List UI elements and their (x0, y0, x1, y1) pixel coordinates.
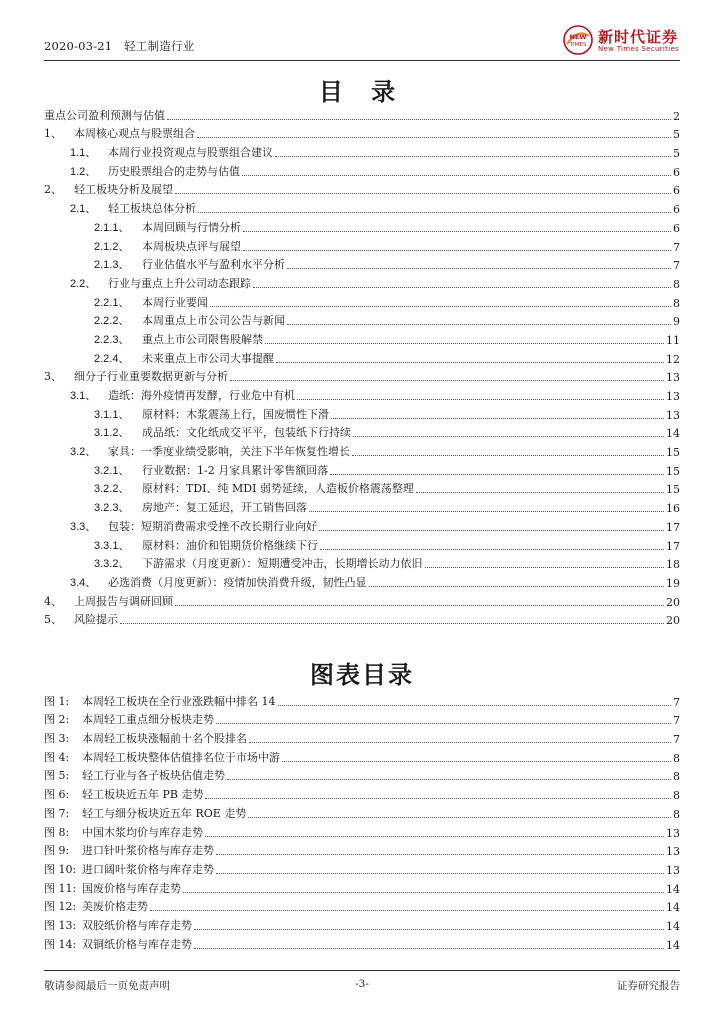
toc-entry[interactable] (44, 403, 680, 422)
entry-number: 图 2: (44, 713, 70, 727)
dot-leader (353, 436, 664, 437)
dot-leader (167, 119, 671, 120)
entry-page: 17 (666, 520, 680, 534)
figure-entry[interactable] (44, 858, 680, 877)
header-meta (44, 38, 202, 54)
entry-page: 8 (673, 789, 680, 803)
figure-list (44, 690, 680, 952)
entry-page: 7 (673, 733, 680, 747)
dot-leader (309, 511, 664, 512)
dot-leader (216, 723, 671, 724)
dot-leader (249, 742, 671, 743)
dot-leader (297, 399, 664, 400)
entry-number: 图 7: (44, 806, 70, 820)
figure-entry[interactable] (44, 746, 680, 765)
entry-number: 1.1、 (70, 147, 97, 160)
figure-entry[interactable] (44, 877, 680, 896)
toc-entry[interactable] (44, 496, 680, 515)
entry-title: 原材料：油价和铝期货价格继续下行 (142, 538, 318, 552)
entry-number: 3.2.1、 (94, 464, 130, 477)
entry-page: 5 (673, 147, 680, 161)
entry-page: 7 (673, 240, 680, 254)
entry-page: 12 (666, 352, 680, 366)
entry-title: 美废价格走势 (82, 900, 148, 914)
figure-list-title: 图表目录 (310, 660, 414, 689)
entry-number: 5、 (44, 613, 62, 627)
dot-leader (194, 948, 664, 949)
entry-title: 本周核心观点与股票组合 (74, 127, 195, 141)
entry-title: 行业与重点上升公司动态跟踪 (108, 276, 251, 290)
figure-entry[interactable] (44, 840, 680, 859)
toc-entry[interactable] (44, 197, 680, 216)
entry-number: 图 11: (44, 881, 77, 895)
figure-entry[interactable] (44, 690, 680, 709)
entry-number: 2.2.2、 (94, 315, 130, 328)
entry-title: 轻工板块分析及展望 (74, 183, 173, 197)
toc-entry[interactable] (44, 216, 680, 235)
dot-leader (194, 929, 664, 930)
toc-entry[interactable] (44, 366, 680, 385)
dot-leader (425, 567, 665, 568)
toc-entry[interactable] (44, 254, 680, 273)
dot-leader (120, 623, 664, 624)
entry-title: 本周轻工板块在全行业涨跌幅中排名 14 (82, 694, 276, 708)
entry-number: 图 8: (44, 825, 70, 839)
toc-entry[interactable] (44, 609, 680, 628)
entry-page: 19 (666, 576, 680, 590)
entry-page: 8 (673, 770, 680, 784)
entry-number: 图 14: (44, 937, 77, 951)
entry-title: 家具：一季度业绩受影响，关注下半年恢复性增长 (108, 445, 350, 459)
entry-page: 14 (666, 901, 680, 915)
dot-leader (287, 268, 671, 269)
header-divider (44, 60, 680, 61)
dot-leader (352, 455, 664, 456)
entry-title: 房地产：复工延迟，开工销售回落 (142, 501, 307, 515)
dot-leader (197, 137, 671, 138)
report-date: 2020-03-21 (44, 39, 113, 53)
entry-number: 图 1: (44, 694, 70, 708)
entry-page: 7 (673, 714, 680, 728)
entry-page: 16 (666, 502, 680, 516)
entry-title: 中国木浆均价与库存走势 (82, 825, 203, 839)
svg-text:NEW: NEW (569, 33, 587, 41)
entry-page: 14 (666, 919, 680, 933)
entry-title: 上周报告与调研回顾 (74, 594, 173, 608)
entry-title: 轻工板块近五年 PB 走势 (82, 788, 204, 802)
toc-entry[interactable] (44, 422, 680, 441)
entry-number: 2、 (44, 183, 62, 197)
dot-leader (369, 586, 665, 587)
entry-number: 3.1.1、 (94, 408, 130, 421)
entry-title: 国废价格与库存走势 (82, 881, 181, 895)
figure-entry[interactable] (44, 914, 680, 933)
entry-number: 图 13: (44, 918, 77, 932)
entry-title: 本周重点上市公司公告与新闻 (142, 314, 285, 328)
entry-title: 本周轻工重点细分板块走势 (82, 713, 214, 727)
toc-entry[interactable] (44, 478, 680, 497)
entry-number: 3.1、 (70, 390, 97, 402)
dot-leader (275, 156, 671, 157)
industry-name: 轻工制造行业 (124, 39, 195, 53)
entry-title: 下游需求（月度更新）：短期遭受冲击，长期增长动力依旧 (142, 557, 423, 571)
dot-leader (282, 761, 671, 762)
figure-entry[interactable] (44, 821, 680, 840)
entry-page: 17 (666, 539, 680, 553)
entry-page: 13 (666, 845, 680, 859)
entry-title: 本周回顾与行情分析 (142, 220, 241, 234)
dot-leader (242, 175, 671, 176)
entry-number: 1、 (44, 127, 62, 141)
entry-page: 6 (673, 203, 680, 217)
dot-leader (216, 854, 664, 855)
figure-entry[interactable] (44, 933, 680, 952)
entry-title: 未来重点上市公司大事提醒 (142, 351, 274, 365)
entry-title: 双铜纸价格与库存走势 (82, 937, 192, 951)
report-type: 证券研究报告 (617, 980, 680, 992)
entry-title: 重点上市公司限售股解禁 (142, 332, 263, 346)
logo-english-name: New Times Securities (598, 45, 679, 53)
entry-page: 8 (673, 296, 680, 310)
entry-page: 20 (666, 614, 680, 628)
entry-number: 4、 (44, 594, 62, 608)
entry-title: 原材料：TDI、纯 MDI 弱势延续，人造板价格震荡整理 (142, 482, 414, 496)
dot-leader (227, 779, 671, 780)
figure-entry[interactable] (44, 727, 680, 746)
entry-number: 2.2、 (70, 277, 97, 290)
entry-page: 14 (666, 427, 680, 441)
entry-number: 2.2.4、 (94, 352, 130, 365)
dot-leader (248, 817, 671, 818)
footer-disclaimer: 敬请参阅最后一页免责声明 (44, 980, 170, 992)
entry-number: 3.2.3、 (94, 502, 130, 515)
entry-title: 细分子行业重要数据更新与分析 (74, 370, 228, 384)
entry-title: 重点公司盈利预测与估值 (44, 108, 165, 122)
entry-page: 13 (666, 863, 680, 877)
dot-leader (205, 798, 671, 799)
dot-leader (183, 892, 664, 893)
entry-number: 1.2、 (70, 165, 97, 178)
entry-title: 进口阔叶浆价格与库存走势 (82, 862, 214, 876)
entry-number: 3.4、 (70, 576, 97, 589)
entry-page: 14 (666, 938, 680, 952)
dot-leader (278, 705, 672, 706)
entry-number: 3.2、 (70, 446, 97, 459)
dot-leader (416, 492, 664, 493)
toc-entry[interactable] (44, 123, 680, 142)
entry-page: 18 (666, 558, 680, 572)
figure-entry[interactable] (44, 783, 680, 802)
entry-page: 13 (666, 826, 680, 840)
toc-entry[interactable] (44, 141, 680, 160)
figure-entry[interactable] (44, 802, 680, 821)
entry-page: 9 (673, 315, 680, 329)
entry-number: 图 10: (44, 862, 77, 876)
toc-entry[interactable] (44, 160, 680, 179)
toc-entry[interactable] (44, 310, 680, 329)
dot-leader (230, 380, 664, 381)
dot-leader (320, 549, 664, 550)
entry-page: 13 (666, 371, 680, 385)
entry-page: 15 (666, 446, 680, 460)
toc-entry[interactable] (44, 104, 680, 123)
entry-number: 图 6: (44, 788, 70, 802)
entry-page: 2 (673, 109, 680, 123)
entry-number: 3.3.1、 (94, 539, 130, 552)
entry-number: 2.1.2、 (94, 240, 130, 253)
entry-page: 7 (673, 259, 680, 273)
entry-number: 2.2.1、 (94, 296, 130, 309)
entry-number: 3.1.2、 (94, 427, 130, 440)
entry-title: 本周轻工板块整体估值排名位于市场中游 (82, 750, 280, 764)
figure-entry[interactable] (44, 765, 680, 784)
entry-number: 2.1、 (70, 203, 97, 216)
svg-text:TIMES: TIMES (569, 42, 587, 48)
entry-title: 进口针叶浆价格与库存走势 (82, 844, 214, 858)
entry-page: 8 (673, 807, 680, 821)
dot-leader (287, 324, 671, 325)
entry-number: 2.1.3、 (94, 259, 130, 272)
entry-number: 2.1.1、 (94, 221, 130, 234)
entry-number: 图 4: (44, 750, 70, 764)
entry-title: 轻工与细分板块近五年 ROE 走势 (82, 806, 247, 820)
company-logo (562, 24, 680, 58)
entry-title: 原材料：木浆震荡上行，国废惯性下滑 (142, 407, 329, 421)
entry-page: 15 (666, 464, 680, 478)
toc-entry[interactable] (44, 384, 680, 403)
toc-entry[interactable] (44, 571, 680, 590)
entry-page: 8 (673, 751, 680, 765)
entry-number: 2.2.3、 (94, 333, 130, 346)
entry-page: 20 (666, 595, 680, 609)
entry-page: 8 (673, 277, 680, 291)
footer-divider (44, 970, 680, 971)
entry-number: 3.3、 (70, 520, 97, 533)
dot-leader (276, 362, 664, 363)
entry-number: 图 5: (44, 769, 70, 783)
entry-title: 行业数据：1-2 月家具累计零售额回落 (142, 463, 329, 477)
entry-page: 6 (673, 165, 680, 179)
toc-entry[interactable] (44, 347, 680, 366)
figure-entry[interactable] (44, 709, 680, 728)
entry-page: 5 (673, 128, 680, 142)
dot-leader (331, 418, 664, 419)
toc-entry[interactable] (44, 459, 680, 478)
entry-number: 图 9: (44, 844, 70, 858)
entry-page: 11 (666, 333, 680, 347)
entry-number: 图 12: (44, 900, 77, 914)
entry-title: 包装：短期消费需求受挫不改长期行业向好 (108, 519, 317, 533)
dot-leader (150, 910, 664, 911)
page-number: -3- (355, 978, 369, 990)
entry-page: 6 (673, 221, 680, 235)
entry-number: 3.3.2、 (94, 558, 130, 571)
toc-entry[interactable] (44, 440, 680, 459)
entry-title: 双胶纸价格与库存走势 (82, 918, 192, 932)
dot-leader (253, 287, 671, 288)
entry-title: 造纸：海外疫情再发酵，行业危中有机 (108, 389, 295, 402)
entry-page: 13 (666, 390, 680, 403)
toc-entry[interactable] (44, 179, 680, 198)
entry-title: 轻工行业与各子板块估值走势 (82, 769, 225, 783)
toc-title: 目 录 (318, 77, 406, 106)
entry-page: 14 (666, 882, 680, 896)
toc-entry[interactable] (44, 590, 680, 609)
dot-leader (216, 873, 664, 874)
table-of-contents (44, 104, 680, 627)
dot-leader (205, 836, 664, 837)
dot-leader (210, 306, 671, 307)
entry-title: 本周轻工板块涨幅前十名个股排名 (82, 732, 247, 746)
dot-leader (175, 605, 664, 606)
dot-leader (198, 212, 671, 213)
entry-page: 13 (666, 408, 680, 422)
toc-entry[interactable] (44, 553, 680, 572)
page-footer (44, 970, 680, 1000)
dot-leader (243, 231, 671, 232)
dot-leader (319, 530, 664, 531)
entry-title: 轻工板块总体分析 (108, 202, 196, 216)
entry-title: 成品纸：文化纸成交平平，包装纸下行持续 (142, 426, 351, 440)
toc-entry[interactable] (44, 291, 680, 310)
toc-entry[interactable] (44, 328, 680, 347)
dot-leader (265, 343, 664, 344)
entry-page: 7 (673, 695, 680, 709)
new-times-logo-icon (562, 24, 594, 56)
entry-title: 本周行业要闻 (142, 295, 208, 309)
toc-entry[interactable] (44, 534, 680, 553)
toc-entry[interactable] (44, 272, 680, 291)
entry-number: 3、 (44, 370, 62, 384)
toc-entry[interactable] (44, 235, 680, 254)
figure-entry[interactable] (44, 896, 680, 915)
dot-leader (330, 474, 664, 475)
entry-number: 3.2.2、 (94, 483, 130, 496)
entry-number: 图 3: (44, 732, 70, 746)
logo-chinese-name: 新时代证券 (598, 28, 679, 46)
dot-leader (175, 193, 671, 194)
entry-page: 15 (666, 483, 680, 497)
entry-title: 本周板块点评与展望 (142, 239, 241, 253)
entry-page: 6 (673, 184, 680, 198)
toc-entry[interactable] (44, 515, 680, 534)
entry-title: 历史股票组合的走势与估值 (108, 164, 240, 178)
entry-title: 风险提示 (74, 613, 118, 627)
entry-title: 行业估值水平与盈利水平分析 (142, 258, 285, 272)
page-header (44, 22, 680, 62)
entry-title: 本周行业投资观点与股票组合建议 (108, 146, 273, 160)
entry-title: 必选消费（月度更新）：疫情加快消费升级，韧性凸显 (108, 575, 367, 589)
dot-leader (243, 250, 671, 251)
